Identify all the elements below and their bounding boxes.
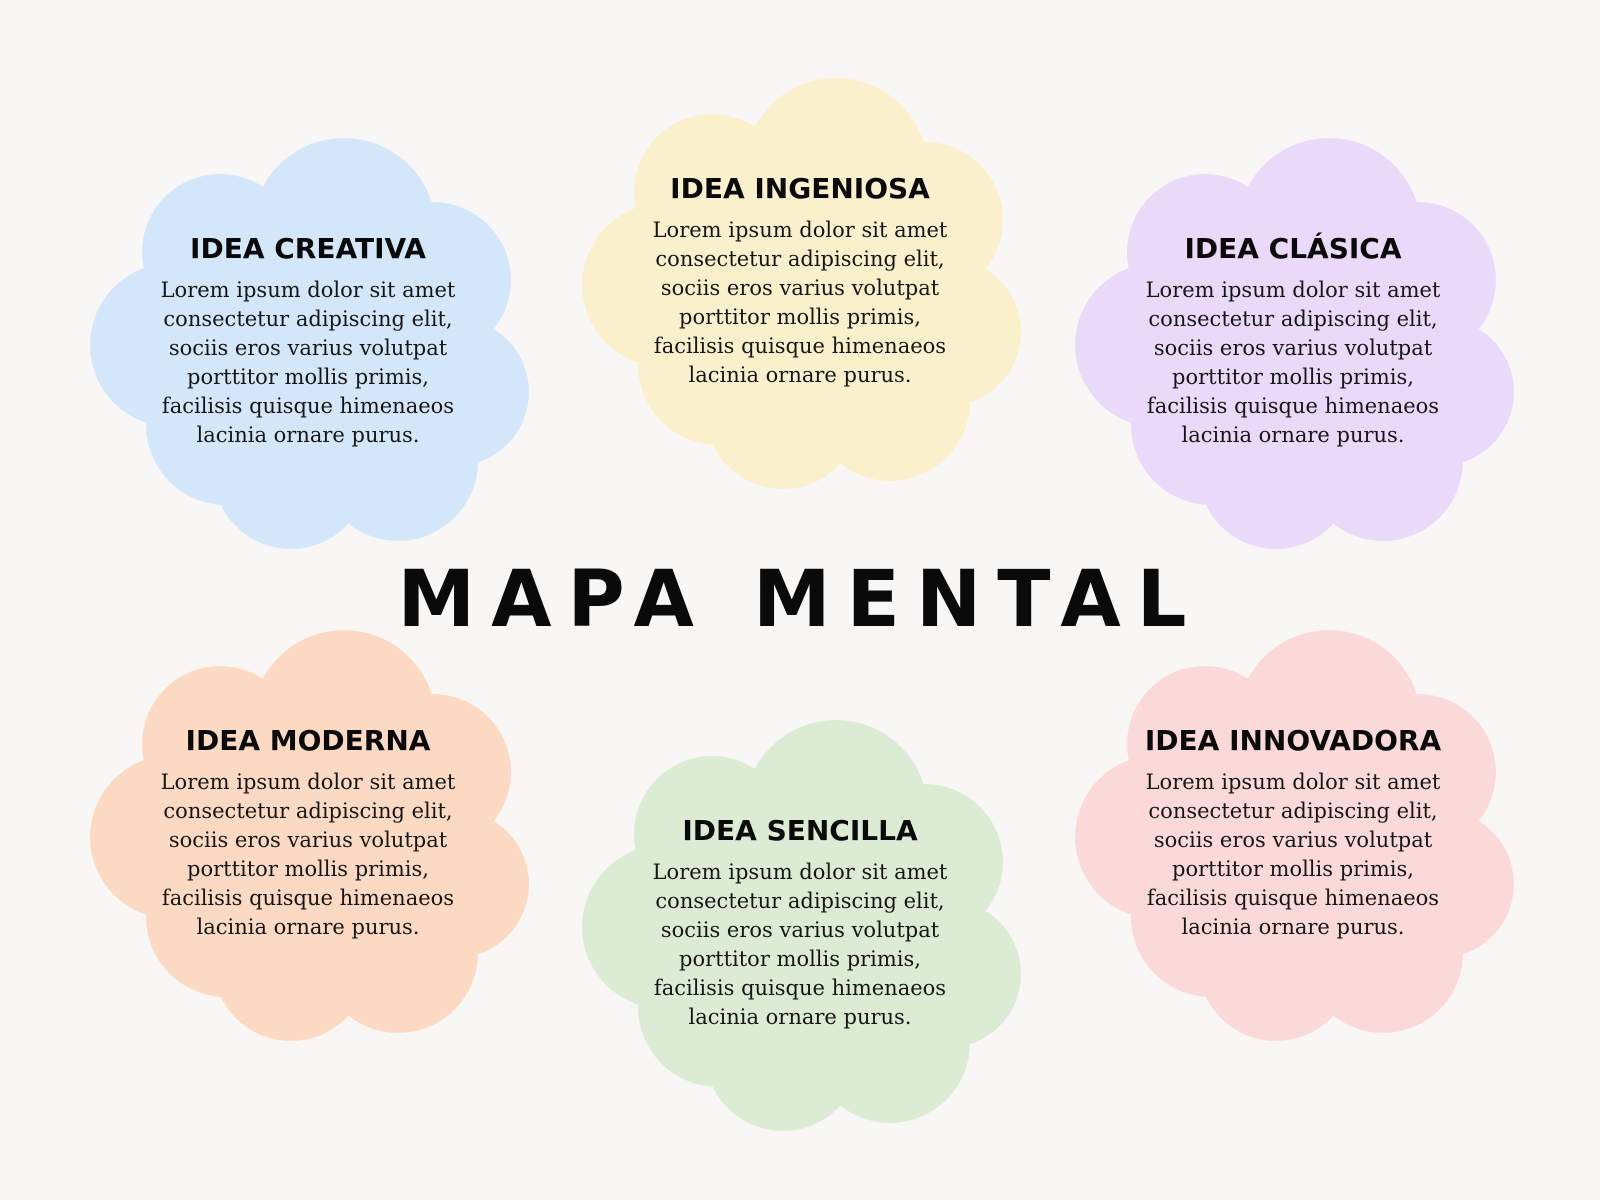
idea-body: Lorem ipsum dolor sit amet consectetur adipiscing elit, sociis eros varius volutpat porttitor mollis primis, facilisis quisque himenaeos lacinia ornare purus. [652,218,948,387]
idea-title: IDEA CLÁSICA [1184,232,1402,265]
idea-cloud-innovadora [1075,632,1511,1028]
idea-title: IDEA MODERNA [185,724,431,757]
idea-cloud-sencilla [582,722,1018,1118]
idea-title: IDEA CREATIVA [190,232,426,265]
idea-body: Lorem ipsum dolor sit amet consectetur adipiscing elit, sociis eros varius volutpat porttitor mollis primis, facilisis quisque himenaeos lacinia ornare purus. [652,860,948,1029]
idea-body: Lorem ipsum dolor sit amet consectetur adipiscing elit, sociis eros varius volutpat porttitor mollis primis, facilisis quisque himenaeos lacinia ornare purus. [160,278,456,447]
idea-body: Lorem ipsum dolor sit amet consectetur adipiscing elit, sociis eros varius volutpat porttitor mollis primis, facilisis quisque himenaeos lacinia ornare purus. [160,770,456,939]
idea-title: IDEA INGENIOSA [670,172,930,205]
idea-cloud-clasica [1075,140,1511,536]
idea-title: IDEA INNOVADORA [1144,724,1442,757]
idea-cloud-ingeniosa [582,80,1018,476]
idea-cloud-creativa [90,140,526,536]
page-title: MAPA MENTAL [397,555,1203,645]
idea-title: IDEA SENCILLA [682,814,918,847]
idea-body: Lorem ipsum dolor sit amet consectetur adipiscing elit, sociis eros varius volutpat porttitor mollis primis, facilisis quisque himenaeos lacinia ornare purus. [1145,770,1441,939]
idea-cloud-moderna [90,632,526,1028]
idea-body: Lorem ipsum dolor sit amet consectetur adipiscing elit, sociis eros varius volutpat porttitor mollis primis, facilisis quisque himenaeos lacinia ornare purus. [1145,278,1441,447]
